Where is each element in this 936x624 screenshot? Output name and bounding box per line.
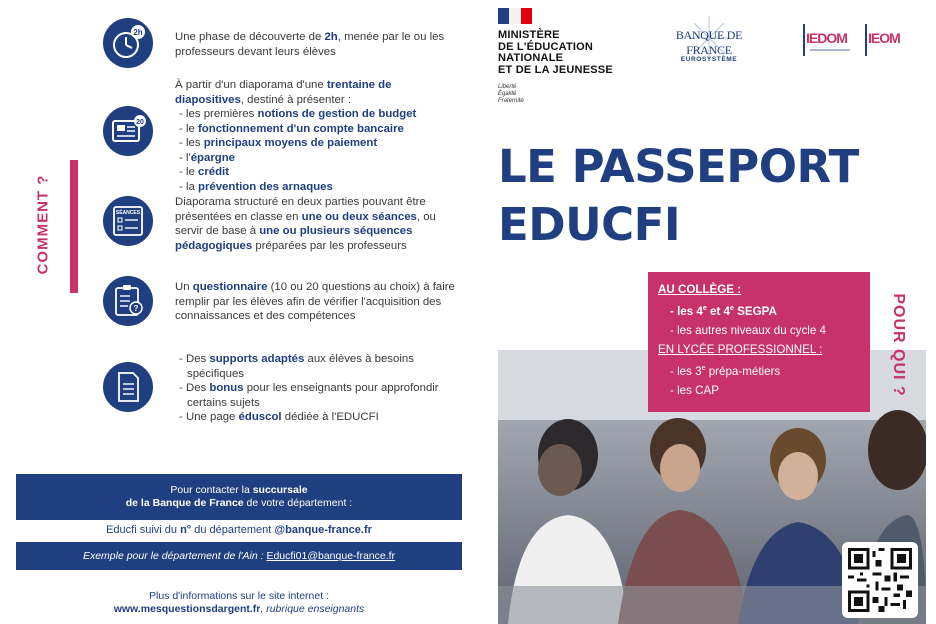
page-title: LE PASSEPORT EDUCFI [498, 140, 859, 251]
list-item: - les 4e et 4e SEGPA [670, 304, 777, 318]
slides-icon [103, 106, 153, 156]
list-item: - le fonctionnement d'un compte bancaire [179, 122, 404, 135]
sessions-badge: SÉANCES [115, 210, 141, 216]
side-label-comment [8, 160, 88, 295]
list-item: - la prévention des arnaques [179, 180, 333, 193]
list-item: - Des supports adaptés aux élèves à besoins spécifiques [179, 353, 414, 380]
ieom-logo: IEOM [868, 30, 900, 46]
qr-code-icon [848, 548, 912, 612]
block-slideshow: À partir d'un diaporama d'une trentaine de diapositives, destiné à présenter : - les premières notions de gestion de budget - le fonctionnement d'un compte bancaire - les principaux moyens de paiement - l'épargne - le crédit - la prévention des arnaques [175, 78, 460, 194]
list-item: - les 3e prépa-métiers [670, 364, 781, 378]
list-item: - les CAP [670, 383, 719, 397]
contact-box: Pour contacter la succursale de la Banque de France de votre département : [16, 474, 462, 520]
block-structure: Diaporama structuré en deux parties pouvant être présentées en classe en une ou deux séances, ou servir de base à une ou plusieurs séquences pédagogiques préparées par les professeurs [175, 196, 436, 252]
list-item: - Une page éduscol dédiée à l'EDUCFI [179, 411, 379, 423]
list-item: - le crédit [179, 166, 230, 178]
iedom-logo: IEDOM [806, 30, 847, 46]
motto: Liberté Égalité Fraternité [498, 84, 524, 104]
list-item: - les premières notions de gestion de budget [179, 108, 417, 120]
qr-code[interactable] [842, 542, 918, 618]
clock-icon [103, 18, 153, 68]
more-info: Plus d'informations sur le site internet : www.mesquestionsdargent.fr, rubrique enseignants [113, 590, 365, 615]
email-example: Exemple pour le département de l'Ain : Educfi01@banque-france.fr [16, 542, 462, 570]
block-questionnaire: Un questionnaire (10 ou 20 questions au choix) à faire remplir par les élèves afin de vérifier l'acquisition des connaissances et des compétences [175, 281, 455, 322]
questionnaire-icon [103, 276, 153, 326]
slides-badge: 20 [136, 119, 144, 126]
ministry-logo [498, 8, 628, 103]
block-discovery: Une phase de découverte de 2h, menée par le ou les professeurs devant leurs élèves [175, 31, 445, 58]
sessions-checklist-icon [103, 196, 153, 246]
side-label-pour-qui [870, 280, 920, 410]
college-heading: AU COLLÈGE : [658, 283, 742, 296]
svg-text:?: ? [133, 304, 139, 313]
marianne-flag-icon [498, 8, 532, 24]
block-supports [175, 352, 460, 425]
list-item: - l'épargne [179, 151, 235, 164]
example-email-link[interactable]: Educfi01@banque-france.fr [266, 550, 396, 562]
document-icon [103, 362, 153, 412]
list-item: - les principaux moyens de paiement [179, 137, 378, 149]
banque-de-france-logo: BANQUE DE FRANCE EUROSYSTÈME [654, 14, 764, 74]
list-item: - les autres niveaux du cycle 4 [670, 323, 826, 337]
lycee-heading: EN LYCÉE PROFESSIONNEL : [658, 342, 823, 356]
accent-bar [70, 160, 78, 293]
email-format: Educfi suivi du n° du département @banque-france.fr [106, 524, 372, 536]
comment-label: COMMENT ? [34, 174, 52, 275]
list-item: - Des bonus pour les enseignants pour approfondir certains sujets [179, 382, 439, 409]
website-link[interactable]: www.mesquestionsdargent.fr [113, 603, 261, 615]
clock-badge: 2h [133, 28, 143, 37]
ministry-name: MINISTÈRE DE L'ÉDUCATION NATIONALE ET DE LA JEUNESSE [498, 29, 613, 76]
target-audience-box [648, 272, 870, 412]
pour-qui-label: POUR QUI ? [890, 293, 907, 397]
topics-list [175, 107, 460, 194]
